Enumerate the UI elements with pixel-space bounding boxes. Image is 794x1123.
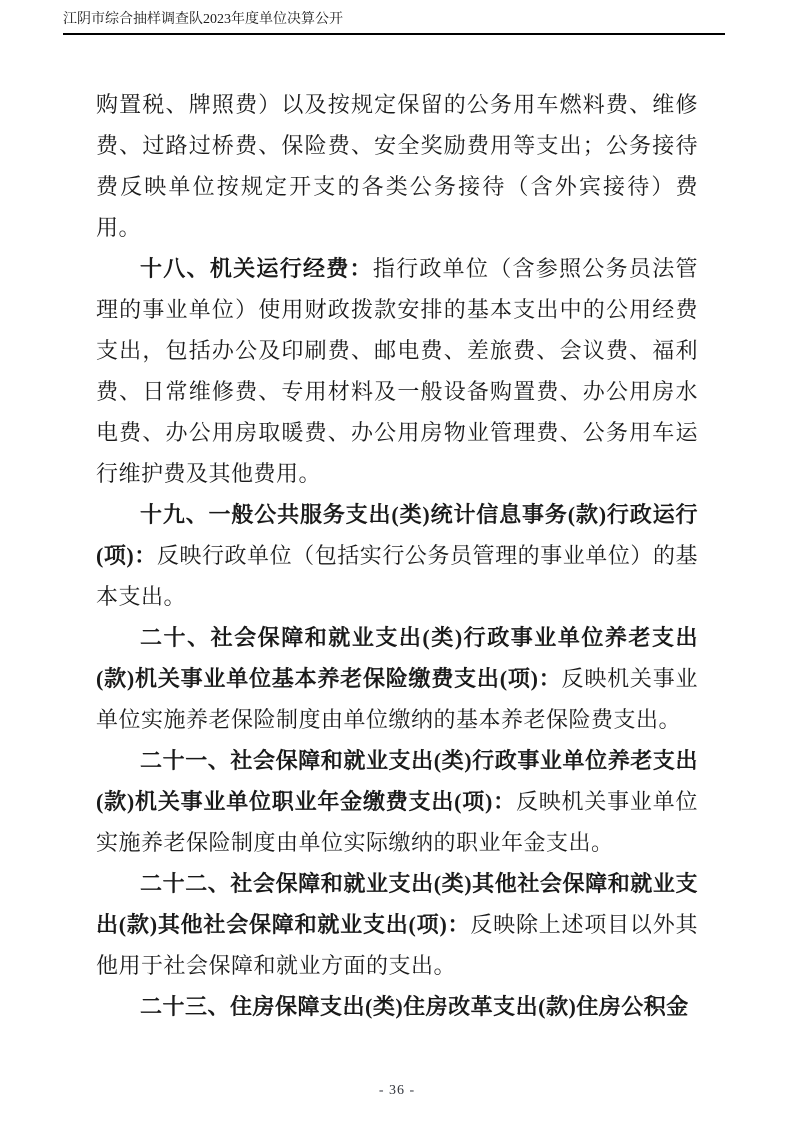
paragraph-text: 反映除上述项目以外其他用于社会保障和就业方面的支出。 bbox=[96, 912, 698, 978]
paragraph-lead: 二十一、社会保障和就业支出(类)行政事业单位养老支出(款)机关事业单位职业年金缴费支出(项)： bbox=[96, 748, 698, 814]
page-footer bbox=[0, 1083, 794, 1099]
paragraph-text: 指行政单位（含参照公务员法管理的事业单位）使用财政拨款安排的基本支出中的公用经费支出，包括办公及印刷费、邮电费、差旅费、会议费、福利费、日常维修费、专用材料及一般设备购置费、办公用房水电费、办公用房取暖费、办公用房物业管理费、公务用车运行维护费及其他费用。 bbox=[96, 256, 698, 486]
page-header bbox=[63, 11, 725, 35]
paragraph-text: 反映行政单位（包括实行公务员管理的事业单位）的基本支出。 bbox=[96, 543, 698, 609]
paragraph-text: 反映机关事业单位实施养老保险制度由单位缴纳的基本养老保险费支出。 bbox=[96, 666, 698, 732]
paragraph-lead: 十九、一般公共服务支出(类)统计信息事务(款)行政运行(项)： bbox=[96, 502, 698, 568]
paragraph-text: 购置税、牌照费）以及按规定保留的公务用车燃料费、维修费、过路过桥费、保险费、安全奖励费用等支出；公务接待费反映单位按规定开支的各类公务接待（含外宾接待）费用。 bbox=[96, 92, 698, 240]
paragraph-lead: 二十二、社会保障和就业支出(类)其他社会保障和就业支出(款)其他社会保障和就业支出(项)： bbox=[96, 871, 698, 937]
paragraph-text: 反映机关事业单位实施养老保险制度由单位实际缴纳的职业年金支出。 bbox=[96, 789, 698, 855]
paragraph bbox=[96, 84, 698, 248]
paragraph bbox=[96, 494, 698, 617]
page-number: - 36 - bbox=[378, 1083, 416, 1098]
paragraph-lead: 二十三、住房保障支出(类)住房改革支出(款)住房公积金 bbox=[140, 994, 689, 1019]
paragraph bbox=[96, 986, 698, 1027]
paragraph bbox=[96, 617, 698, 740]
paragraph-lead: 二十、社会保障和就业支出(类)行政事业单位养老支出(款)机关事业单位基本养老保险缴费支出(项)： bbox=[96, 625, 698, 691]
paragraph bbox=[96, 248, 698, 494]
document-body bbox=[96, 84, 698, 1027]
paragraph-lead: 十八、机关运行经费： bbox=[140, 256, 373, 281]
paragraph bbox=[96, 740, 698, 863]
paragraph bbox=[96, 863, 698, 986]
page-header-title: 江阴市综合抽样调查队2023年度单位决算公开 bbox=[63, 12, 343, 27]
